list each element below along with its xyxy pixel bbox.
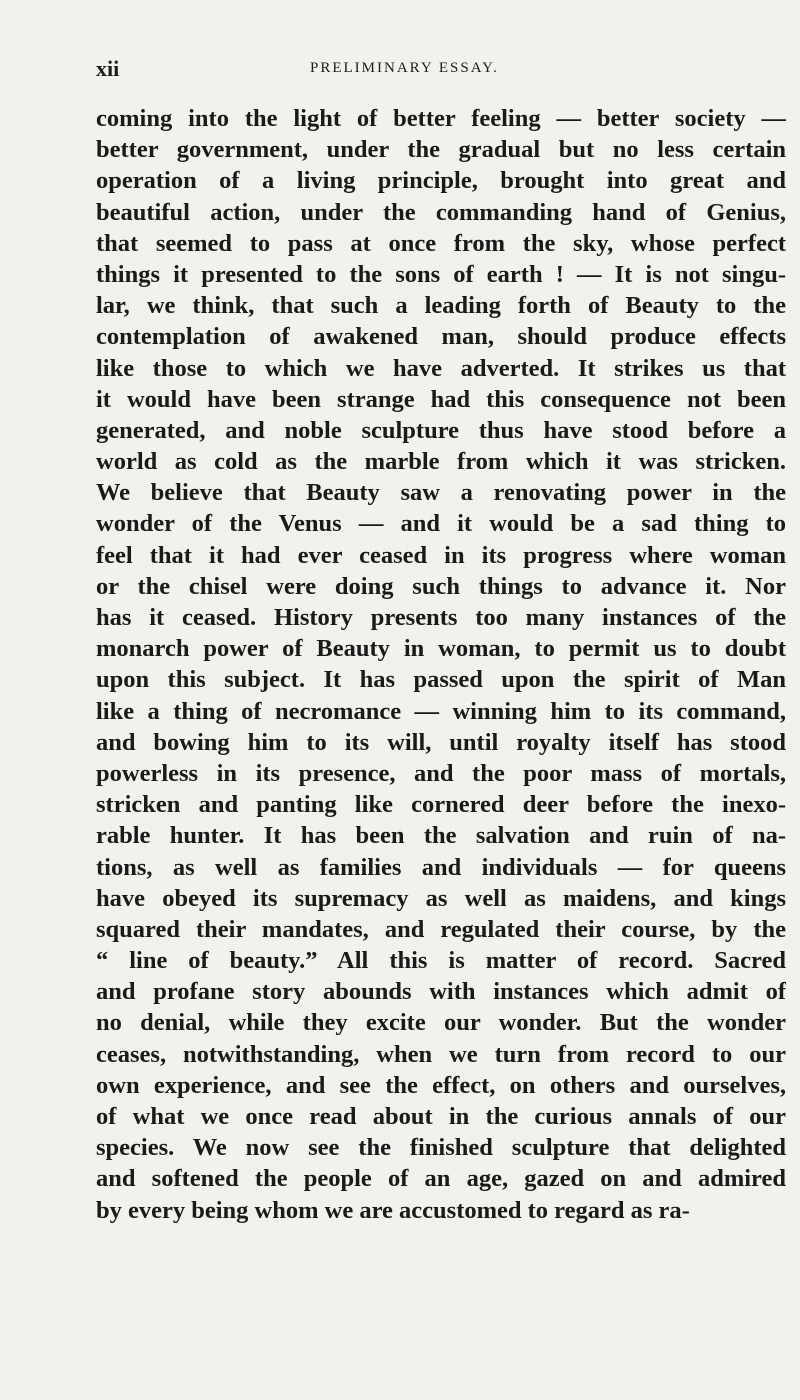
running-head <box>96 56 786 86</box>
text-line: lar, we think, that such a leading forth of Beauty to the <box>96 292 786 320</box>
text-line: “ line of beauty.” All this is matter of record. Sacred <box>96 947 786 975</box>
text-line: of what we once read about in the curious annals of our <box>96 1103 786 1130</box>
text-line: powerless in its presence, and the poor mass of mortals, <box>96 759 786 787</box>
text-line: generated, and noble sculpture thus have stood before a <box>96 416 786 444</box>
text-line: squared their mandates, and regulated their course, by the <box>96 915 786 943</box>
text-line: it would have been strange had this consequence not been <box>96 385 786 413</box>
text-line: world as cold as the marble from which it was stricken. <box>96 448 786 476</box>
text-line: wonder of the Venus — and it would be a sad thing to <box>96 510 786 538</box>
text-line: and profane story abounds with instances which admit of <box>96 978 786 1006</box>
text-line: ceases, notwithstanding, when we turn from record to our <box>96 1040 786 1068</box>
text-line: tions, as well as families and individuals — for queens <box>96 853 786 881</box>
text-line: We believe that Beauty saw a renovating power in the <box>96 479 786 507</box>
page-number: xii <box>96 56 120 81</box>
text-line: and bowing him to its will, until royalty itself has stood <box>96 728 786 756</box>
text-line: things it presented to the sons of earth ! — It is not singu- <box>96 260 786 288</box>
text-line: no denial, while they excite our wonder. But the wonder <box>96 1009 786 1037</box>
text-line: feel that it had ever ceased in its progress where woman <box>96 541 786 569</box>
text-line: coming into the light of better feeling — better society — <box>96 105 786 132</box>
text-line: beautiful action, under the commanding hand of Genius, <box>96 198 786 226</box>
text-line: has it ceased. History presents too many instances of the <box>96 604 786 631</box>
text-line: monarch power of Beauty in woman, to permit us to doubt <box>96 635 786 663</box>
text-line: better government, under the gradual but no less certain <box>96 136 786 164</box>
text-line: that seemed to pass at once from the sky, whose perfect <box>96 229 786 257</box>
running-title: PRELIMINARY ESSAY. <box>310 60 499 76</box>
text-line: contemplation of awakened man, should produce effects <box>96 323 786 351</box>
text-line: operation of a living principle, brought into great and <box>96 167 786 195</box>
text-line: stricken and panting like cornered deer before the inexo- <box>96 791 786 819</box>
text-line: upon this subject. It has passed upon the spirit of Man <box>96 666 786 694</box>
text-line: have obeyed its supremacy as well as maidens, and kings <box>96 884 786 912</box>
text-line: rable hunter. It has been the salvation and ruin of na- <box>96 822 786 850</box>
text-line: like those to which we have adverted. It strikes us that <box>96 354 786 382</box>
text-line: by every being whom we are accustomed to regard as ra- <box>96 1196 690 1224</box>
text-line: species. We now see the finished sculpture that delighted <box>96 1134 786 1162</box>
text-line: own experience, and see the effect, on others and ourselves, <box>96 1071 786 1099</box>
body-text <box>96 103 786 1226</box>
text-line: like a thing of necromance — winning him to its command, <box>96 697 786 725</box>
text-line: and softened the people of an age, gazed on and admired <box>96 1165 786 1193</box>
text-line: or the chisel were doing such things to advance it. Nor <box>96 572 786 600</box>
